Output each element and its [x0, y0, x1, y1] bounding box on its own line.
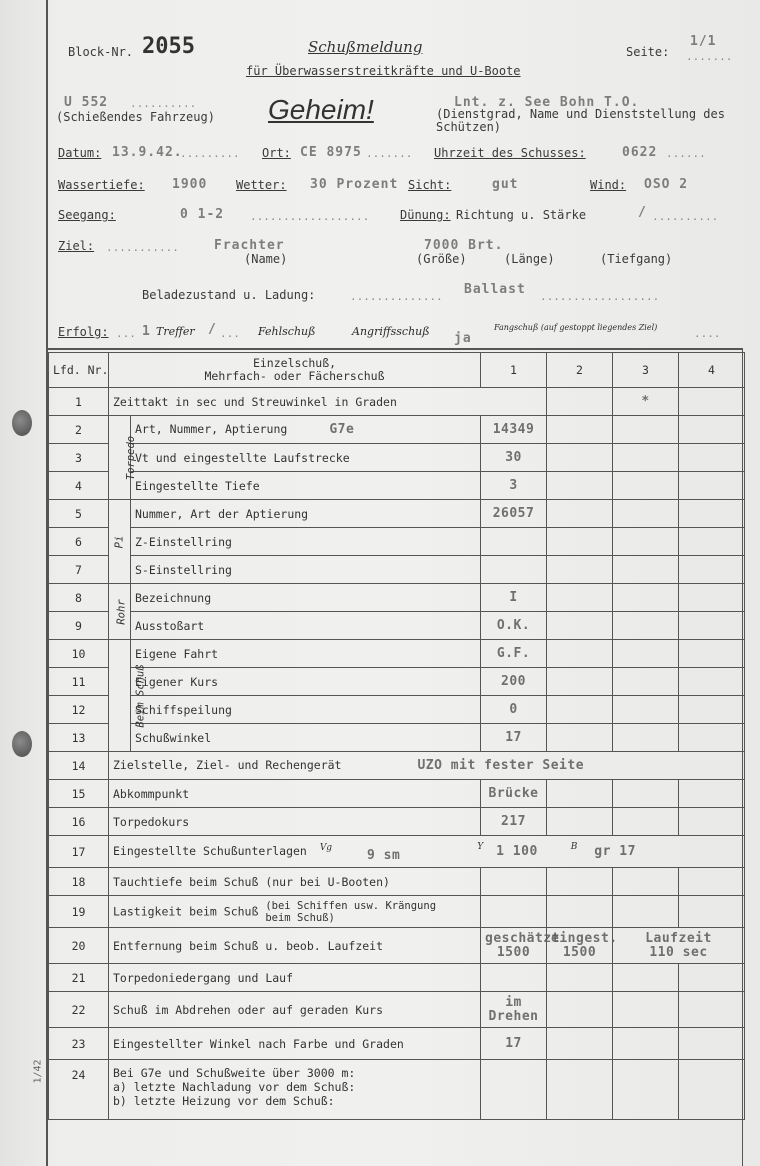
wassertiefe-value: 1900: [172, 177, 208, 192]
uhrzeit-value: 0622: [622, 145, 658, 160]
tiefgang-label: (Tiefgang): [600, 252, 673, 266]
beladezustand-label: Beladezustand u. Ladung:: [142, 288, 316, 302]
punch-hole-top: [12, 410, 32, 436]
table-row: 24 Bei G7e und Schußweite über 3000 m: a) letzte Nachladung vor dem Schuß: b) letzte Heizung vor dem Schuß:: [49, 1060, 745, 1120]
name-label: (Name): [244, 252, 288, 266]
angriffsschuss-value: ja: [454, 331, 472, 346]
wind-label: Wind:: [590, 178, 627, 192]
table-row: 3 Vt und eingestellte Laufstrecke 30: [49, 444, 745, 472]
header-divider: [46, 348, 743, 350]
duenung-value: /: [638, 205, 647, 220]
fehlschuss-label: Fehlschuß: [258, 325, 316, 338]
group-rohr: Rohr: [109, 584, 131, 640]
laenge-label: (Länge): [504, 252, 555, 266]
form-title: Schußmeldung: [308, 38, 423, 56]
col-lfd-header: Lfd. Nr.: [49, 353, 109, 388]
col-einzel-header: Einzelschuß, Mehrfach- oder Fächerschuß: [109, 353, 481, 388]
beladezustand-value: Ballast: [464, 282, 526, 297]
wetter-value: 30 Prozent: [310, 177, 399, 192]
table-row: 10 Beim Schuß Eigene Fahrt G.F.: [49, 640, 745, 668]
table-row: 11 Eigener Kurs 200: [49, 668, 745, 696]
wetter-label: Wetter:: [236, 178, 287, 192]
ziel-label: Ziel:: [58, 239, 95, 253]
table-header-row: [49, 353, 745, 388]
table-row: 9 Ausstoßart O.K.: [49, 612, 745, 640]
erfolg-label: Erfolg:: [58, 325, 109, 339]
shot-data-table: [48, 352, 745, 1120]
table-row: 15 Abkommpunkt Brücke: [49, 780, 745, 808]
table-row: 14 Zielstelle, Ziel- und Rechengerät UZO mit fester Seite: [49, 752, 745, 780]
fangschuss-label: Fangschuß (auf gestoppt liegendes Ziel): [494, 323, 658, 332]
datum-value: 13.9.42.: [112, 145, 183, 160]
col-3-header: 3: [613, 353, 679, 388]
block-label: Block-Nr.: [68, 45, 134, 59]
uhrzeit-label: Uhrzeit des Schusses:: [434, 146, 586, 160]
group-torpedo: Torpedo: [109, 416, 131, 500]
table-row: 18 Tauchtiefe beim Schuß (nur bei U-Booten): [49, 868, 745, 896]
seite-label: Seite:: [626, 45, 670, 59]
ort-value: CE 8975: [300, 145, 362, 160]
form-subtitle: für Überwasserstreitkräfte und U-Boote: [246, 64, 521, 78]
table-row: 7 S-Einstellring: [49, 556, 745, 584]
sicht-label: Sicht:: [408, 178, 452, 192]
table-row: 2 Torpedo Art, Nummer, Aptierung G7e 14349: [49, 416, 745, 444]
geheim-stamp: Geheim!: [268, 94, 374, 125]
wind-value: OSO 2: [644, 177, 689, 192]
wassertiefe-label: Wassertiefe:: [58, 178, 145, 192]
document-page: 1/42 Block-Nr. 2055 Schußmeldung für Überwasserstreitkräfte und U-Boote Seite: 1/1 ....... U 552 .......... (Schießendes Fahrzeug) Geheim! Lnt. z. See Bohn T.O. (Dienstgrad, Name und Dienststellung des Schützen) Datum: 13.9.42. ......... Ort: CE 8975 ....... Uhrzeit des Schusses: 0622 ...... Wassertiefe: 1900 Wetter: 30 Prozent Sicht: gut Wind: OSO 2 Seegang: 0 1-2 .................. Dünung: Richtung u. Stärke / .......... Ziel: ........... Frachter 7000 Brt. (Name) (Größe) (Länge) (Tiefgang) Beladezustand u. Ladung: .............. Ballast .................. Erfolg: ... 1 Treffer / ... Fehlschuß Angriffsschuß ja Fangschuß (auf gestoppt liegendes Ziel) .... Lfd. Nr. Einzelschuß, Mehrfach- oder Fächerschuß 1 2 3 4 1 Zeittakt in sec und Streuwinkel in Graden * 2 Torpedo Art, Nummer, Aptierung G7e 14349 3 Vt und eingestellte Laufstrecke 30 4 Eingestellte Tiefe 3 5 Pi Nummer, Art der Aptierung 26057 6 Z-Einstellring 7 S-Einstellring 8 Rohr Bezeichnung I 9 Ausstoßart O.K. 10 Beim Schuß Eigene Fahrt G.F. 11 Eigener Kurs 200 12 Schiffspeilung 0 13 Schußwinkel 17 14 Zielstelle, Ziel- und Rechengerät UZO mit fester Seite 15 Abkommpunkt Brücke 16 Torpedokurs 217 17 Eingestellte Schußunterlagen $^{Vg}$ 9 sm $^Y$ 1 100 $^B$ gr 17 18 Tauchtiefe beim Schuß (nur bei U-Booten) 19 Lastigkeit beim Schuß (bei Schiffen usw. Krängung beim Schuß) 20 Entfernung beim Schuß u. beob. Laufzeit geschätzt 1500 eingest. 1500 Laufzeit 110 sec 21 Torpedoniedergang und Lauf 22 Schuß im Abdrehen oder auf geraden Kurs im Drehen 23 Eingestellter Winkel nach Farbe und Graden 17 24 Bei G7e und Schußweite über 3000 m: a) letzte Nachladung vor dem Schuß: b) letzte Heizung vor dem Schuß:: [0, 0, 760, 1166]
angriffsschuss-label: Angriffsschuß: [352, 325, 430, 338]
schuetze-value: Lnt. z. See Bohn T.O.: [454, 95, 640, 110]
table-row: 20 Entfernung beim Schuß u. beob. Laufzeit geschätzt 1500 eingest. 1500 Laufzeit 110 sec: [49, 928, 745, 964]
ziel-value: Frachter: [214, 238, 285, 253]
seegang-value: 0 1-2: [180, 207, 225, 222]
duenung-label: Dünung:: [400, 208, 451, 222]
table-row: 23 Eingestellter Winkel nach Farbe und Graden 17: [49, 1028, 745, 1060]
col-1-header: 1: [481, 353, 547, 388]
ort-label: Ort:: [262, 146, 291, 160]
seegang-label: Seegang:: [58, 208, 116, 222]
table-row: 6 Z-Einstellring: [49, 528, 745, 556]
treffer-label: Treffer: [156, 325, 195, 338]
duenung-text: Richtung u. Stärke: [456, 208, 587, 222]
table-row: 1 Zeittakt in sec und Streuwinkel in Graden *: [49, 388, 745, 416]
table-row: 17 Eingestellte Schußunterlagen $^{Vg}$ 9 sm $^Y$ 1 100 $^B$ gr 17: [49, 836, 745, 868]
table-row: 12 Schiffspeilung 0: [49, 696, 745, 724]
group-beim-schuss: Beim Schuß: [109, 640, 131, 752]
seite-value: 1/1: [690, 34, 717, 49]
table-row: 19 Lastigkeit beim Schuß (bei Schiffen usw. Krängung beim Schuß): [49, 896, 745, 928]
groesse-label: (Größe): [416, 252, 467, 266]
ziel-groesse-value: 7000 Brt.: [424, 238, 504, 253]
punch-hole-bottom: [12, 731, 32, 757]
table-row: 13 Schußwinkel 17: [49, 724, 745, 752]
table-row: 4 Eingestellte Tiefe 3: [49, 472, 745, 500]
col-2-header: 2: [547, 353, 613, 388]
margin-note: 1/42: [32, 1059, 44, 1084]
datum-label: Datum:: [58, 146, 102, 160]
treffer-value: 1: [142, 324, 151, 339]
fehlschuss-value: /: [208, 322, 217, 337]
table-row: 16 Torpedokurs 217: [49, 808, 745, 836]
sicht-value: gut: [492, 177, 519, 192]
table-row: 5 Pi Nummer, Art der Aptierung 26057: [49, 500, 745, 528]
fahrzeug-label: (Schießendes Fahrzeug): [56, 110, 215, 124]
col-4-header: 4: [679, 353, 745, 388]
table-row: 21 Torpedoniedergang und Lauf: [49, 964, 745, 992]
group-pi: Pi: [109, 500, 131, 584]
block-number: 2055: [142, 34, 195, 59]
table-row: 22 Schuß im Abdrehen oder auf geraden Kurs im Drehen: [49, 992, 745, 1028]
fahrzeug-value: U 552: [64, 95, 109, 110]
table-row: 8 Rohr Bezeichnung I: [49, 584, 745, 612]
schuetze-label: (Dienstgrad, Name und Dienststellung des Schützen): [436, 107, 725, 134]
